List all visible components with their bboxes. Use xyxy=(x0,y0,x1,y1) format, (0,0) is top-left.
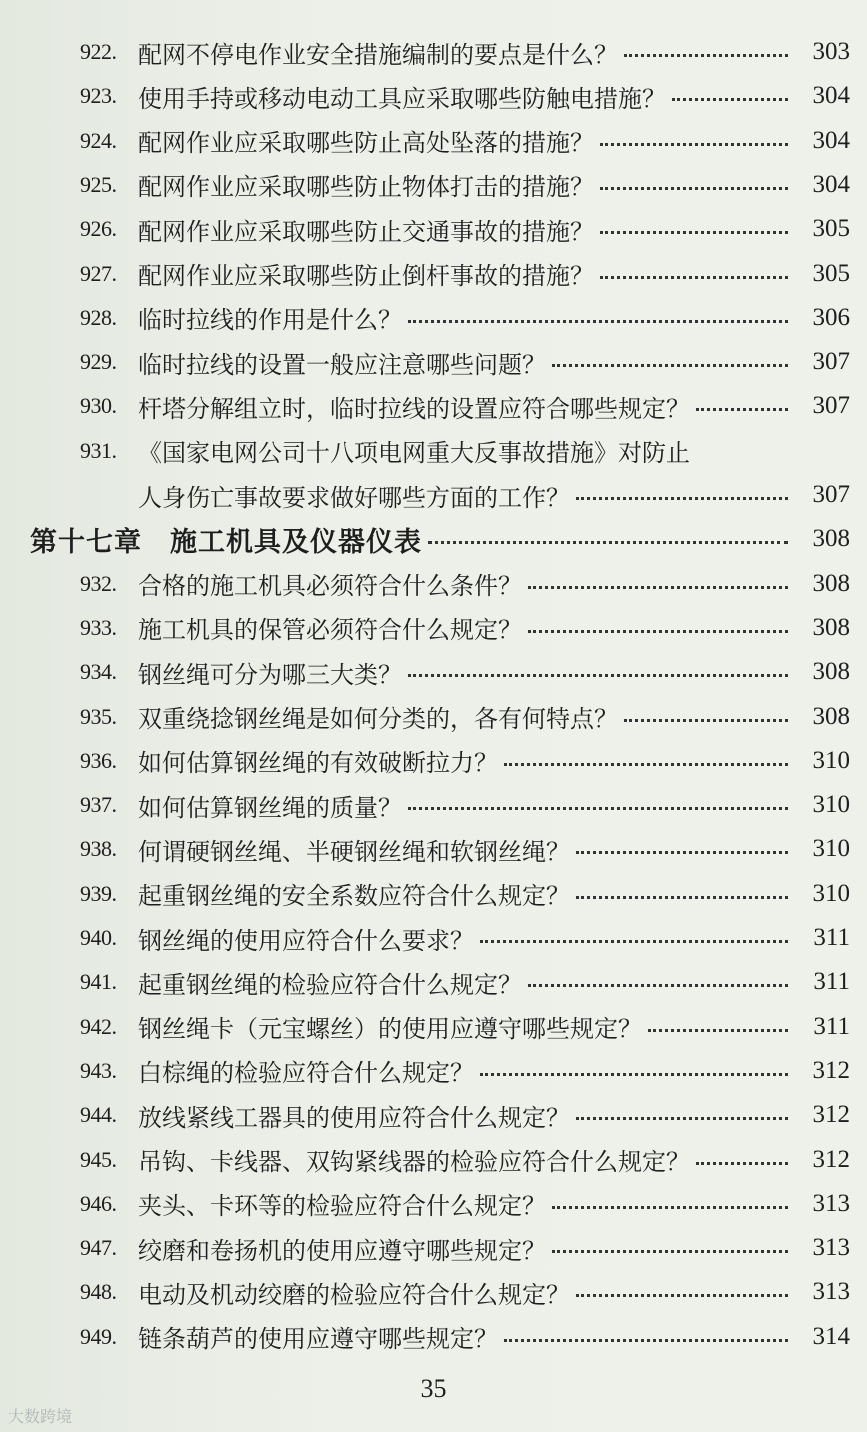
entry-title: 施工机具的保管必须符合什么规定？ xyxy=(138,616,522,645)
entry-page-number: 308 xyxy=(812,613,850,641)
watermark-logo: 大数跨境 xyxy=(8,1407,73,1426)
entry-page-number: 311 xyxy=(813,1012,850,1040)
entry-title: 起重钢丝绳的安全系数应符合什么规定？ xyxy=(138,882,570,911)
entry-number: 928. xyxy=(80,304,117,330)
leader-dots xyxy=(624,717,788,722)
entry-number: 922. xyxy=(80,39,117,64)
leader-dots xyxy=(552,1204,788,1209)
entry-page-number: 308 xyxy=(812,525,850,553)
entry-number: 943. xyxy=(80,1057,117,1083)
entry-title: 何谓硬钢丝绳、半硬钢丝绳和软钢丝绳？ xyxy=(138,837,570,866)
entry-page-number: 310 xyxy=(812,879,850,907)
entry-number: 936. xyxy=(80,747,117,773)
entry-page-number: 307 xyxy=(812,481,850,508)
entry-title: 起重钢丝绳的检验应符合什么规定？ xyxy=(138,970,522,999)
entry-page-number: 313 xyxy=(812,1278,850,1306)
entry-number: 942. xyxy=(80,1013,117,1039)
toc-entry xyxy=(0,74,867,118)
leader-dots xyxy=(504,761,788,766)
leader-dots xyxy=(576,1115,788,1120)
toc-entry xyxy=(0,827,867,871)
leader-dots xyxy=(528,982,788,987)
entry-page-number: 312 xyxy=(812,1056,850,1084)
entry-title: 临时拉线的作用是什么？ xyxy=(138,306,402,335)
entry-page-number: 313 xyxy=(812,1234,850,1262)
entry-page-number: 304 xyxy=(812,170,850,198)
entry-title: 配网作业应采取哪些防止高处坠落的措施？ xyxy=(138,129,594,158)
leader-dots xyxy=(696,406,788,411)
entry-title: 钢丝绳可分为哪三大类？ xyxy=(138,660,402,689)
leader-dots xyxy=(408,318,788,323)
toc-entry xyxy=(0,1093,867,1137)
leader-dots xyxy=(696,1160,788,1165)
entry-title: 放线紧线工器具的使用应符合什么规定？ xyxy=(138,1103,570,1132)
entry-number: 931. xyxy=(80,437,117,463)
entry-page-number: 308 xyxy=(812,702,850,730)
toc-entry xyxy=(0,1138,867,1182)
entry-title: 临时拉线的设置一般应注意哪些问题？ xyxy=(138,350,546,379)
entry-number: 948. xyxy=(80,1279,117,1305)
entry-number: 937. xyxy=(80,792,117,818)
toc-entry xyxy=(0,606,867,650)
entry-page-number: 313 xyxy=(812,1189,850,1217)
toc-entry xyxy=(0,1315,867,1359)
entry-title: 合格的施工机具必须符合什么条件？ xyxy=(138,572,522,601)
entry-number: 944. xyxy=(80,1102,117,1128)
toc-entry xyxy=(0,916,867,960)
entry-title: 吊钩、卡线器、双钩紧线器的检验应符合什么规定？ xyxy=(138,1148,690,1176)
leader-dots xyxy=(552,362,788,367)
entry-number: 941. xyxy=(80,969,117,995)
entry-number: 924. xyxy=(80,127,117,153)
toc-entry xyxy=(0,695,867,739)
entry-title: 白棕绳的检验应符合什么规定？ xyxy=(138,1059,474,1088)
entry-number: 923. xyxy=(80,83,117,109)
toc-entry xyxy=(0,207,867,251)
leader-dots xyxy=(576,849,788,854)
entry-number: 932. xyxy=(80,570,117,596)
entry-page-number: 314 xyxy=(812,1322,850,1350)
toc-entry xyxy=(0,30,867,74)
toc-entry xyxy=(0,384,867,428)
entry-page-number: 311 xyxy=(813,924,850,951)
entry-number: 938. xyxy=(80,836,117,862)
entry-title: 配网作业应采取哪些防止倒杆事故的措施？ xyxy=(138,262,594,290)
leader-dots xyxy=(624,52,788,57)
entry-title: 双重绕捻钢丝绳是如何分类的，各有何特点？ xyxy=(138,705,618,733)
leader-dots xyxy=(480,938,788,943)
toc-entry xyxy=(0,1270,867,1314)
toc-entry xyxy=(0,1226,867,1270)
entry-number: 929. xyxy=(80,349,117,375)
leader-dots xyxy=(600,274,788,279)
entry-title: 钢丝绳卡（元宝螺丝）的使用应遵守哪些规定？ xyxy=(138,1015,642,1044)
leader-dots xyxy=(528,628,788,633)
entry-number: 934. xyxy=(80,659,117,685)
entry-page-number: 312 xyxy=(812,1101,850,1129)
leader-dots xyxy=(576,894,788,899)
entry-title: 电动及机动绞磨的检验应符合什么规定？ xyxy=(138,1280,570,1309)
toc-entry xyxy=(0,429,867,473)
leader-dots xyxy=(528,584,788,589)
entry-number: 945. xyxy=(80,1146,117,1172)
leader-dots xyxy=(648,1027,788,1032)
page-footer-number: 35 xyxy=(420,1374,447,1403)
entry-title: 配网不停电作业安全措施编制的要点是什么？ xyxy=(138,40,618,69)
toc-entry xyxy=(0,1005,867,1049)
entry-page-number: 304 xyxy=(812,82,850,110)
entry-title: 如何估算钢丝绳的质量？ xyxy=(138,793,402,822)
entry-number: 930. xyxy=(80,393,117,419)
toc-entry xyxy=(0,1182,867,1226)
toc-entry xyxy=(0,739,867,783)
chapter-heading xyxy=(0,517,867,561)
leader-dots xyxy=(408,805,788,810)
entry-page-number: 307 xyxy=(812,348,850,376)
entry-page-number: 310 xyxy=(812,746,850,774)
entry-number: 933. xyxy=(80,614,117,640)
leader-dots xyxy=(672,96,788,101)
leader-dots xyxy=(576,1292,788,1297)
entry-number: 947. xyxy=(80,1235,117,1261)
toc-entry xyxy=(0,1049,867,1093)
toc-entry xyxy=(0,473,867,517)
entry-number: 925. xyxy=(80,171,117,197)
toc-entry xyxy=(0,872,867,916)
toc-entry xyxy=(0,119,867,163)
toc-entry xyxy=(0,960,867,1004)
entry-page-number: 306 xyxy=(812,303,850,331)
leader-dots xyxy=(600,141,788,146)
entry-title: 夹头、卡环等的检验应符合什么规定？ xyxy=(138,1192,546,1221)
entry-number: 946. xyxy=(80,1190,117,1216)
entry-page-number: 308 xyxy=(812,658,850,686)
leader-dots xyxy=(600,229,788,234)
entry-title: 配网作业应采取哪些防止物体打击的措施？ xyxy=(138,173,594,202)
entry-number: 940. xyxy=(80,925,117,950)
entry-page-number: 312 xyxy=(812,1145,850,1173)
entry-page-number: 303 xyxy=(812,38,850,65)
leader-dots xyxy=(576,495,788,500)
entry-number: 935. xyxy=(80,703,117,729)
entry-page-number: 305 xyxy=(812,259,850,287)
leader-dots xyxy=(428,539,788,544)
entry-page-number: 307 xyxy=(812,392,850,420)
entry-number: 939. xyxy=(80,880,117,906)
entry-title: 使用手持或移动电动工具应采取哪些防触电措施？ xyxy=(138,84,666,113)
chapter-title: 第十七章 施工机具及仪器仪表 xyxy=(30,526,422,558)
entry-number: 927. xyxy=(80,260,117,286)
entry-page-number: 311 xyxy=(813,968,850,996)
toc-entry xyxy=(0,562,867,606)
entry-title: 配网作业应采取哪些防止交通事故的措施？ xyxy=(138,217,594,246)
toc-entry xyxy=(0,783,867,827)
entry-title: 《国家电网公司十八项电网重大反事故措施》对防止 xyxy=(138,439,690,468)
toc-entry xyxy=(0,252,867,296)
entry-page-number: 308 xyxy=(812,569,850,597)
entry-title: 人身伤亡事故要求做好哪些方面的工作？ xyxy=(138,483,570,512)
entry-title: 如何估算钢丝绳的有效破断拉力？ xyxy=(138,749,498,778)
toc-entry xyxy=(0,340,867,384)
entry-page-number: 305 xyxy=(812,215,850,243)
entry-page-number: 310 xyxy=(812,791,850,819)
entry-number: 949. xyxy=(80,1323,117,1349)
entry-title: 钢丝绳的使用应符合什么要求？ xyxy=(138,926,474,955)
leader-dots xyxy=(600,185,788,190)
entry-title: 链条葫芦的使用应遵守哪些规定？ xyxy=(138,1325,498,1354)
entry-number: 926. xyxy=(80,216,117,242)
leader-dots xyxy=(504,1337,788,1342)
toc-entry xyxy=(0,163,867,207)
leader-dots xyxy=(408,672,788,677)
toc-entry xyxy=(0,296,867,340)
leader-dots xyxy=(552,1248,788,1253)
entry-title: 绞磨和卷扬机的使用应遵守哪些规定？ xyxy=(138,1236,546,1265)
entry-title: 杆塔分解组立时，临时拉线的设置应符合哪些规定？ xyxy=(138,394,690,423)
entry-page-number: 304 xyxy=(812,126,850,154)
toc-entry xyxy=(0,650,867,694)
leader-dots xyxy=(480,1071,788,1076)
entry-page-number: 310 xyxy=(812,835,850,863)
